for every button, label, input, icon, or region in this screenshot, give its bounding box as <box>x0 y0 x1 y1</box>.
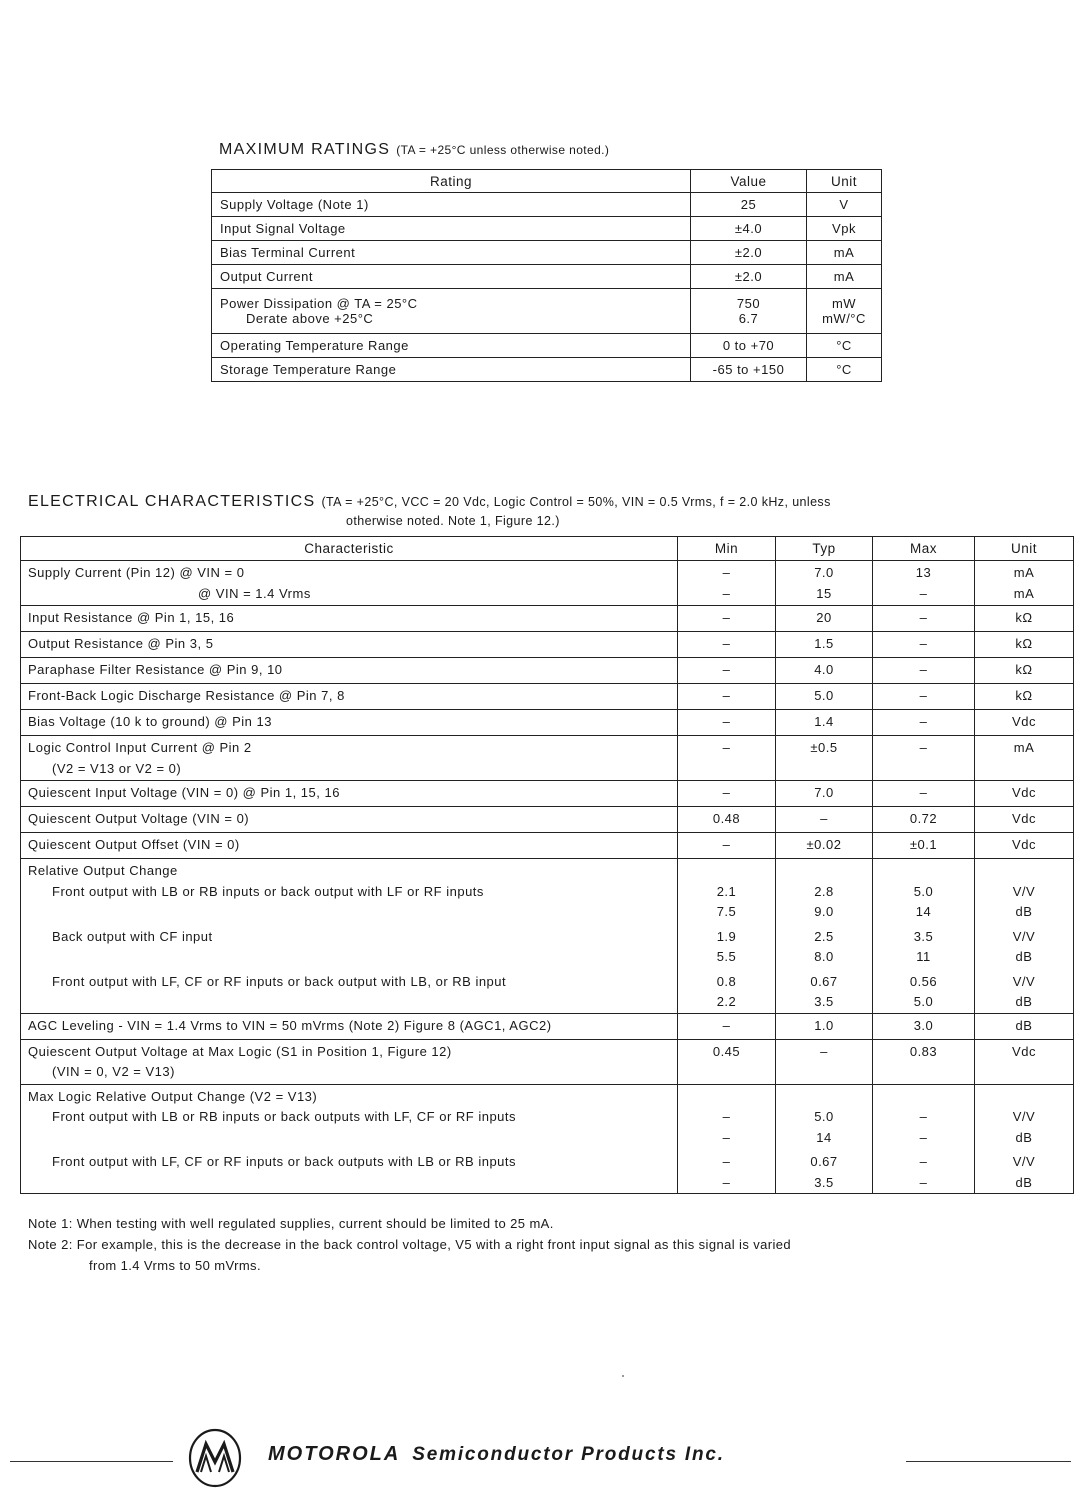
min-cell <box>678 859 776 1014</box>
typ-cell: 7.0 <box>776 781 873 807</box>
footer-rule-left <box>10 1461 173 1462</box>
unit-cell: Vdc <box>975 833 1074 859</box>
typ-cell <box>776 859 873 1014</box>
max-value-sub: 14 <box>915 904 932 919</box>
typ-value: 2.5 <box>814 928 834 944</box>
unit-column-header: Unit <box>975 537 1074 561</box>
table-row <box>212 241 882 265</box>
unit-cell: Vdc <box>975 781 1074 807</box>
unit-cell: Vpk <box>807 217 882 241</box>
unit-cell: °C <box>807 334 882 358</box>
max-cell: – <box>873 736 975 781</box>
typ-cell: 20 <box>776 606 873 632</box>
rating-cell <box>212 289 691 334</box>
unit-cell: V <box>807 193 882 217</box>
max-value: 5.0 <box>913 883 934 899</box>
table-row <box>21 684 1074 710</box>
value-line: 750 <box>736 296 761 311</box>
company-name: Semiconductor Products Inc. <box>412 1444 725 1465</box>
unit-line: mW <box>831 296 857 311</box>
unit-cell: Vdc <box>975 710 1074 736</box>
table-header-row <box>21 537 1074 561</box>
max-cell <box>873 561 975 606</box>
table-row <box>212 289 882 334</box>
characteristic-cell: Bias Voltage (10 k to ground) @ Pin 13 <box>21 710 678 736</box>
rating-line-sub: Derate above +25°C <box>246 311 374 326</box>
typ-cell: 1.5 <box>776 632 873 658</box>
unit-cell: kΩ <box>975 632 1074 658</box>
characteristic-cell: AGC Leveling - VIN = 1.4 Vrms to VIN = 50 mVrms (Note 2) Figure 8 (AGC1, AGC2) <box>21 1013 678 1039</box>
table-row <box>21 1013 1074 1039</box>
characteristic-item: Front output with LB or RB inputs or back outputs with LF, CF or RF inputs <box>52 1109 517 1124</box>
max-value-sub: – <box>919 585 928 601</box>
max-value: 13 <box>915 565 932 580</box>
scan-speck <box>622 1375 624 1377</box>
unit-cell: dB <box>975 1013 1074 1039</box>
min-cell: – <box>678 736 776 781</box>
min-value-sub: – <box>722 585 731 601</box>
note-2-continued: from 1.4 Vrms to 50 mVrms. <box>89 1258 261 1273</box>
unit-value: V/V <box>1012 928 1036 944</box>
max-value-sub: – <box>919 1129 928 1145</box>
table-row-max-logic <box>21 1084 1074 1194</box>
unit-cell: Vdc <box>975 1039 1074 1084</box>
min-value: 0.8 <box>716 973 737 989</box>
min-cell <box>678 1084 776 1194</box>
table-row <box>21 736 1074 781</box>
unit-value: V/V <box>1012 1109 1036 1124</box>
max-cell: 0.72 <box>873 807 975 833</box>
min-value-sub: 2.2 <box>716 994 737 1009</box>
max-cell: 0.83 <box>873 1039 975 1084</box>
min-value: 1.9 <box>716 928 737 944</box>
min-value-sub: – <box>722 1174 731 1190</box>
max-ratings-title: MAXIMUM RATINGS <box>219 141 391 158</box>
typ-column-header: Typ <box>776 537 873 561</box>
max-value: – <box>919 1154 928 1169</box>
max-cell: ±0.1 <box>873 833 975 859</box>
unit-cell: mA <box>975 736 1074 781</box>
typ-value: 7.0 <box>814 565 834 580</box>
max-cell <box>873 1084 975 1194</box>
max-cell <box>873 859 975 1014</box>
characteristic-cell: Front-Back Logic Discharge Resistance @ Pin 7, 8 <box>21 684 678 710</box>
unit-value-sub: dB <box>1015 994 1033 1009</box>
min-cell: – <box>678 710 776 736</box>
unit-value: mA <box>1013 565 1035 580</box>
table-row <box>21 632 1074 658</box>
min-value-sub: 7.5 <box>716 904 737 919</box>
table-row-relative-output <box>21 859 1074 1014</box>
unit-value: V/V <box>1012 883 1036 899</box>
electrical-characteristics-table <box>20 536 1074 1194</box>
table-row <box>21 561 1074 606</box>
characteristic-cell: Paraphase Filter Resistance @ Pin 9, 10 <box>21 658 678 684</box>
unit-cell: kΩ <box>975 658 1074 684</box>
min-value: – <box>722 1154 731 1169</box>
typ-cell: 4.0 <box>776 658 873 684</box>
unit-value-sub: dB <box>1015 1129 1033 1145</box>
min-cell: 0.45 <box>678 1039 776 1084</box>
characteristic-item: Front output with LF, CF or RF inputs or back output with LB, or RB input <box>52 973 507 989</box>
typ-value: 2.8 <box>814 883 834 899</box>
max-cell: 3.0 <box>873 1013 975 1039</box>
characteristic-cell: Input Resistance @ Pin 1, 15, 16 <box>21 606 678 632</box>
characteristic-cell <box>21 561 678 606</box>
unit-line-sub: mW/°C <box>822 311 866 326</box>
characteristic-cell: Quiescent Input Voltage (VIN = 0) @ Pin 1, 15, 16 <box>21 781 678 807</box>
max-value: 3.5 <box>913 928 934 944</box>
unit-cell <box>975 859 1074 1014</box>
unit-value: V/V <box>1012 1154 1036 1169</box>
value-cell: ±4.0 <box>691 217 807 241</box>
footer-rule-right <box>906 1461 1071 1462</box>
max-cell: – <box>873 632 975 658</box>
max-cell: – <box>873 684 975 710</box>
rating-line: Power Dissipation @ TA = 25°C <box>220 296 418 311</box>
min-cell: – <box>678 658 776 684</box>
min-value-sub: – <box>722 1129 731 1145</box>
table-row <box>21 606 1074 632</box>
value-cell: ±2.0 <box>691 265 807 289</box>
unit-column-header: Unit <box>807 170 882 193</box>
unit-value-sub: dB <box>1015 949 1033 964</box>
max-value-sub: – <box>919 1174 928 1190</box>
unit-value: V/V <box>1012 973 1036 989</box>
max-column-header: Max <box>873 537 975 561</box>
max-cell: – <box>873 781 975 807</box>
unit-cell <box>807 289 882 334</box>
notes <box>28 1213 791 1276</box>
max-cell: – <box>873 606 975 632</box>
characteristic-item: Back output with CF input <box>52 928 213 944</box>
max-ratings-conditions: (TA = +25°C unless otherwise noted.) <box>396 143 610 157</box>
electrical-title: ELECTRICAL CHARACTERISTICS <box>28 493 316 510</box>
table-row <box>21 833 1074 859</box>
unit-cell: kΩ <box>975 606 1074 632</box>
unit-cell: kΩ <box>975 684 1074 710</box>
characteristic-line: Quiescent Output Voltage at Max Logic (S1 in Position 1, Figure 12) <box>28 1043 452 1059</box>
typ-cell: – <box>776 807 873 833</box>
value-cell: 0 to +70 <box>691 334 807 358</box>
unit-value-sub: dB <box>1015 1174 1033 1190</box>
group-heading: Relative Output Change <box>28 863 178 878</box>
note-2: Note 2: For example, this is the decrease in the back control voltage, V5 with a right front input signal as this signal is varied <box>28 1237 792 1252</box>
unit-cell: mA <box>807 241 882 265</box>
value-cell <box>691 289 807 334</box>
characteristic-line: Logic Control Input Current @ Pin 2 <box>28 740 252 755</box>
note-1: Note 1: When testing with well regulated supplies, current should be limited to 25 mA. <box>28 1216 554 1231</box>
min-cell: – <box>678 1013 776 1039</box>
table-header-row <box>212 170 882 193</box>
characteristic-cell <box>21 1039 678 1084</box>
value-cell: 25 <box>691 193 807 217</box>
typ-cell: ±0.5 <box>776 736 873 781</box>
table-row <box>21 658 1074 684</box>
brand-name: MOTOROLA <box>268 1443 401 1465</box>
value-cell: -65 to +150 <box>691 358 807 382</box>
unit-value-sub: mA <box>1013 585 1035 601</box>
unit-cell <box>975 561 1074 606</box>
characteristic-line-sub: (VIN = 0, V2 = V13) <box>52 1064 175 1079</box>
max-value: 0.56 <box>909 973 938 989</box>
rating-cell: Bias Terminal Current <box>212 241 691 265</box>
characteristic-item: Front output with LB or RB inputs or back output with LF or RF inputs <box>52 883 484 899</box>
max-ratings-table <box>211 169 882 382</box>
table-row <box>21 807 1074 833</box>
characteristic-line: Supply Current (Pin 12) @ VIN = 0 <box>28 565 245 580</box>
min-value: – <box>722 1109 731 1124</box>
rating-cell: Operating Temperature Range <box>212 334 691 358</box>
typ-cell: 1.0 <box>776 1013 873 1039</box>
min-cell: – <box>678 632 776 658</box>
min-cell: 0.48 <box>678 807 776 833</box>
electrical-heading <box>28 493 1068 511</box>
unit-value-sub: dB <box>1015 904 1033 919</box>
characteristic-item: Front output with LF, CF or RF inputs or back outputs with LB or RB inputs <box>52 1154 517 1169</box>
characteristic-cell: Output Resistance @ Pin 3, 5 <box>21 632 678 658</box>
rating-cell: Storage Temperature Range <box>212 358 691 382</box>
footer-brand <box>268 1443 725 1466</box>
unit-cell: Vdc <box>975 807 1074 833</box>
typ-value: 0.67 <box>810 973 838 989</box>
min-cell: – <box>678 684 776 710</box>
typ-value: 0.67 <box>810 1154 838 1169</box>
group-heading: Max Logic Relative Output Change (V2 = V13) <box>28 1088 318 1104</box>
unit-cell: mA <box>807 265 882 289</box>
table-row <box>212 265 882 289</box>
table-row <box>212 217 882 241</box>
unit-cell: °C <box>807 358 882 382</box>
value-line-sub: 6.7 <box>738 311 759 326</box>
typ-cell: ±0.02 <box>776 833 873 859</box>
typ-value-sub: 9.0 <box>814 904 834 919</box>
value-cell: ±2.0 <box>691 241 807 265</box>
max-value-sub: 11 <box>916 949 931 964</box>
typ-cell <box>776 1084 873 1194</box>
table-row <box>212 334 882 358</box>
motorola-batwing-logo-icon <box>187 1428 243 1488</box>
table-row <box>212 193 882 217</box>
typ-value-sub: 3.5 <box>814 994 834 1009</box>
min-value: – <box>722 565 731 580</box>
min-cell: – <box>678 833 776 859</box>
rating-cell: Output Current <box>212 265 691 289</box>
typ-value-sub: 14 <box>816 1129 832 1145</box>
max-cell: – <box>873 710 975 736</box>
unit-cell <box>975 1084 1074 1194</box>
characteristic-line-sub: @ VIN = 1.4 Vrms <box>198 585 311 601</box>
min-cell <box>678 561 776 606</box>
typ-value-sub: 15 <box>816 585 832 601</box>
typ-cell: 5.0 <box>776 684 873 710</box>
max-cell: – <box>873 658 975 684</box>
min-column-header: Min <box>678 537 776 561</box>
value-column-header: Value <box>691 170 807 193</box>
typ-cell: 1.4 <box>776 710 873 736</box>
characteristic-column-header: Characteristic <box>21 537 678 561</box>
table-row <box>21 781 1074 807</box>
rating-column-header: Rating <box>212 170 691 193</box>
max-ratings-heading <box>219 141 609 159</box>
characteristic-line-sub: (V2 = V13 or V2 = 0) <box>52 760 182 776</box>
characteristic-cell <box>21 859 678 1014</box>
rating-cell: Input Signal Voltage <box>212 217 691 241</box>
min-cell: – <box>678 781 776 807</box>
characteristic-cell <box>21 1084 678 1194</box>
table-row <box>21 710 1074 736</box>
characteristic-cell <box>21 736 678 781</box>
rating-cell: Supply Voltage (Note 1) <box>212 193 691 217</box>
electrical-conditions: (TA = +25°C, VCC = 20 Vdc, Logic Control = 50%, VIN = 0.5 Vrms, f = 2.0 kHz, unless <box>321 495 831 509</box>
typ-value: 5.0 <box>814 1109 834 1124</box>
max-value-sub: 5.0 <box>913 994 934 1009</box>
table-row <box>212 358 882 382</box>
typ-cell <box>776 561 873 606</box>
min-value-sub: 5.5 <box>716 949 737 964</box>
table-row <box>21 1039 1074 1084</box>
typ-value-sub: 3.5 <box>814 1174 834 1190</box>
typ-value-sub: 8.0 <box>814 949 834 964</box>
characteristic-cell: Quiescent Output Offset (VIN = 0) <box>21 833 678 859</box>
electrical-conditions-continued: otherwise noted. Note 1, Figure 12.) <box>346 514 560 528</box>
min-value: 2.1 <box>716 883 737 899</box>
characteristic-cell: Quiescent Output Voltage (VIN = 0) <box>21 807 678 833</box>
min-cell: – <box>678 606 776 632</box>
typ-cell: – <box>776 1039 873 1084</box>
max-value: – <box>919 1109 928 1124</box>
